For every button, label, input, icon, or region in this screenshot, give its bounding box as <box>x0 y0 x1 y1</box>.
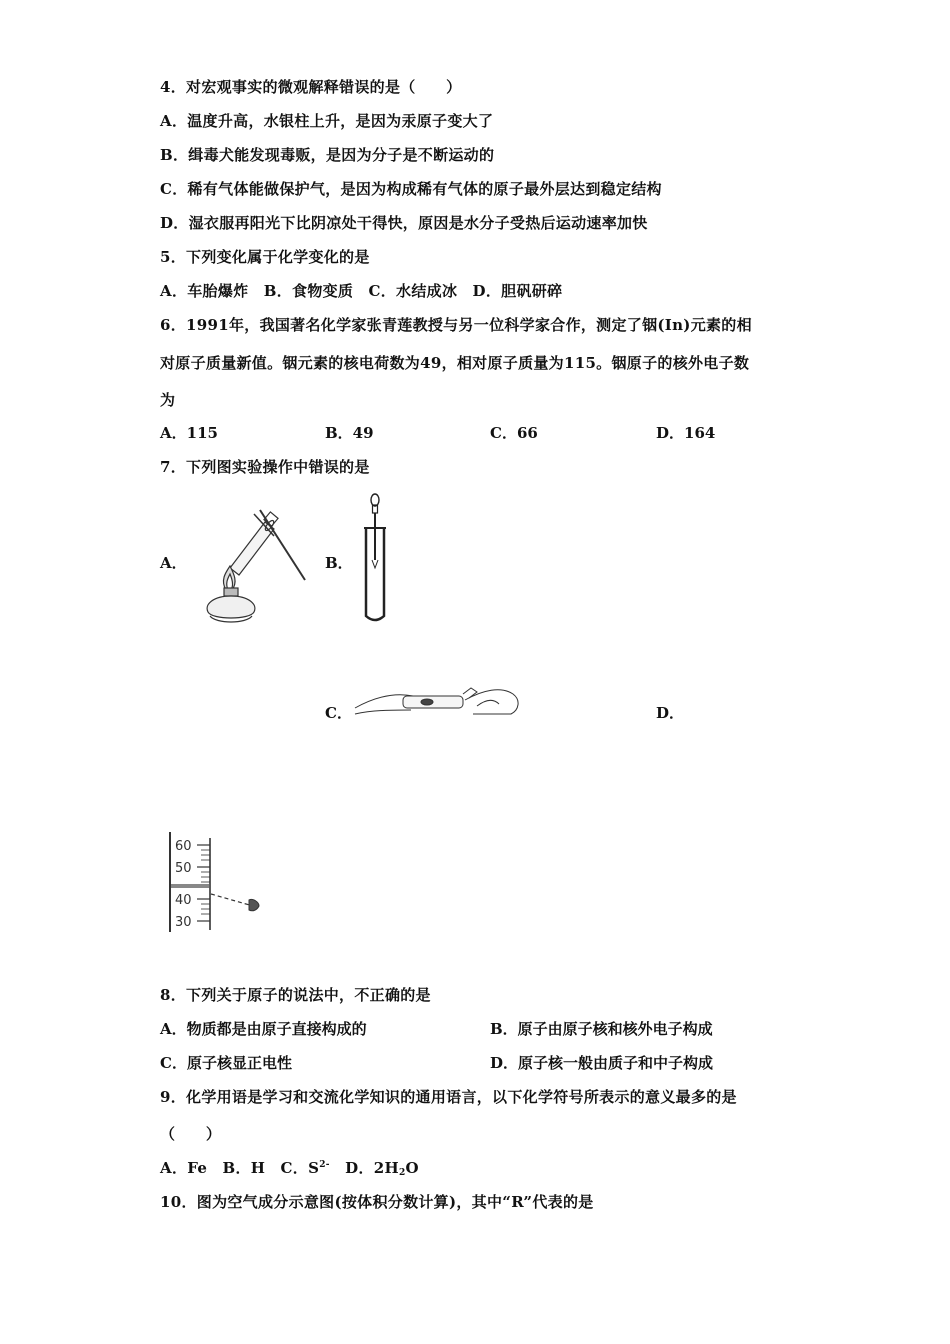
q6-stem-line1: 6．1991年，我国著名化学家张青莲教授与另一位科学家合作，测定了铟(In)元素的相 <box>160 316 752 334</box>
q4-option-a: A．温度升高，水银柱上升，是因为汞原子变大了 <box>160 112 494 130</box>
q7-option-d-label: D． <box>656 704 685 722</box>
q7-option-b-label: B． <box>325 554 353 572</box>
q10-stem: 10．图为空气成分示意图(按体积分数计算)，其中“R”代表的是 <box>160 1193 594 1211</box>
q8-option-d: D．原子核一般由质子和中子构成 <box>490 1054 714 1072</box>
q9-answer-paren: （ ） <box>160 1125 222 1143</box>
q8-option-b: B．原子由原子核和核外电子构成 <box>490 1020 713 1038</box>
q5-stem: 5．下列变化属于化学变化的是 <box>160 248 370 266</box>
q5-options: A．车胎爆炸 B．食物变质 C．水结成冰 D．胆矾研碎 <box>160 282 563 300</box>
q6-option-c: C．66 <box>490 424 538 442</box>
cylinder-tick-30: 30 <box>175 915 192 930</box>
q6-option-d: D．164 <box>656 424 716 442</box>
q4-stem: 4．对宏观事实的微观解释错误的是（ ） <box>160 78 462 96</box>
q4-option-d: D．湿衣服再阳光下比阴凉处干得快，原因是水分子受热后运动速率加快 <box>160 214 648 232</box>
q9-options-prefix: A．Fe B．H C．S <box>160 1159 320 1177</box>
q9-options-end: O <box>405 1159 419 1177</box>
q7-figure-b-dropper-in-tube <box>360 490 390 625</box>
q9-options <box>160 1158 419 1178</box>
cylinder-tick-40: 40 <box>175 893 192 908</box>
q8-option-a: A．物质都是由原子直接构成的 <box>160 1020 367 1038</box>
q9-options-d: D．2H <box>329 1159 399 1177</box>
q8-option-c: C．原子核显正电性 <box>160 1054 292 1072</box>
q4-option-b: B．缉毒犬能发现毒贩，是因为分子是不断运动的 <box>160 146 495 164</box>
q7-figure-a-heating-test-tube <box>190 500 315 630</box>
q9-stem: 9．化学用语是学习和交流化学知识的通用语言，以下化学符号所表示的意义最多的是 <box>160 1088 737 1106</box>
q6-stem-line3: 为 <box>160 391 176 409</box>
q7-figure-d-graduated-cylinder-reading <box>165 830 265 935</box>
q7-figure-c-shaking-test-tube <box>353 680 523 720</box>
cylinder-tick-60: 60 <box>175 839 192 854</box>
q7-option-a-label: A． <box>160 554 187 572</box>
q9-subscript: 2 <box>398 1168 406 1178</box>
q7-stem: 7．下列图实验操作中错误的是 <box>160 458 370 476</box>
q6-option-a: A．115 <box>160 424 218 442</box>
cylinder-tick-50: 50 <box>175 861 192 876</box>
q6-option-b: B．49 <box>325 424 374 442</box>
q4-option-c: C．稀有气体能做保护气，是因为构成稀有气体的原子最外层达到稳定结构 <box>160 180 662 198</box>
q8-stem: 8．下列关于原子的说法中，不正确的是 <box>160 986 431 1004</box>
q7-option-c-label: C． <box>325 704 352 722</box>
q9-charge-superscript: 2- <box>319 1160 330 1170</box>
q6-stem-line2: 对原子质量新值。铟元素的核电荷数为49，相对原子质量为115。铟原子的核外电子数 <box>160 354 750 372</box>
